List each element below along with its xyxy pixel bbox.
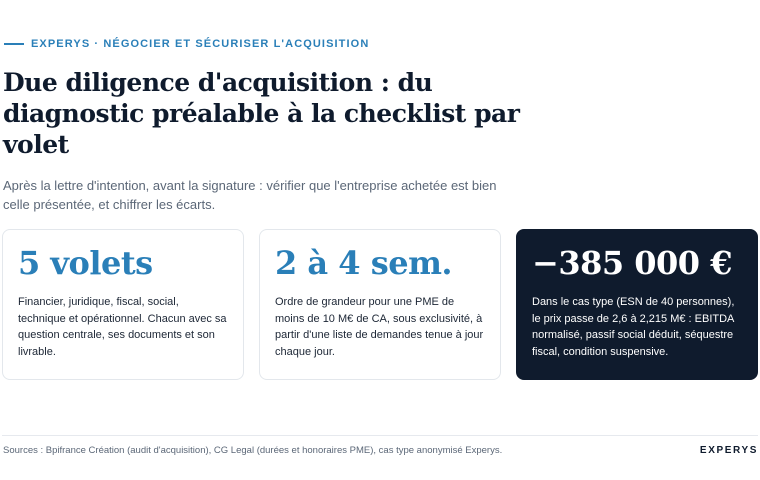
stat-description: Ordre de grandeur pour une PME de moins de 10 M€ de CA, sous exclusivité, à partir d'une liste de demandes tenue à jour chaque jour. bbox=[275, 296, 484, 358]
lede-paragraph: Après la lettre d'intention, avant la signature : vérifier que l'entreprise achetée est bien celle présentée, et chiffrer les écarts. bbox=[3, 178, 497, 212]
stat-figure: 2 à 4 sem. bbox=[275, 244, 453, 282]
stat-card-duration bbox=[259, 229, 501, 380]
stat-figure: 5 volets bbox=[18, 244, 153, 282]
stat-figure: −385 000 € bbox=[532, 244, 732, 282]
eyebrow-rule bbox=[4, 43, 24, 45]
footer-divider bbox=[2, 435, 758, 436]
sources-note: Sources : Bpifrance Création (audit d'acquisition), CG Legal (durées et honoraires PME), cas type anonymisé Experys. bbox=[3, 445, 503, 456]
eyebrow bbox=[4, 38, 369, 50]
page-title: Due diligence d'acquisition : du diagnostic préalable à la checklist par volet bbox=[3, 68, 520, 159]
stat-card-price-impact bbox=[516, 229, 758, 380]
stat-description: Financier, juridique, fiscal, social, technique et opérationnel. Chacun avec sa question centrale, ses documents et son livrable. bbox=[18, 296, 227, 358]
eyebrow-label: EXPERYS · NÉGOCIER ET SÉCURISER L'ACQUISITION bbox=[31, 38, 370, 50]
stat-description: Dans le cas type (ESN de 40 personnes), le prix passe de 2,6 à 2,215 M€ : EBITDA normalisé, passif social déduit, séquestre fiscal, condition suspensive. bbox=[532, 296, 735, 358]
stat-cards bbox=[2, 229, 758, 380]
stat-card-volets bbox=[2, 229, 244, 380]
brand-wordmark: EXPERYS bbox=[699, 445, 758, 456]
